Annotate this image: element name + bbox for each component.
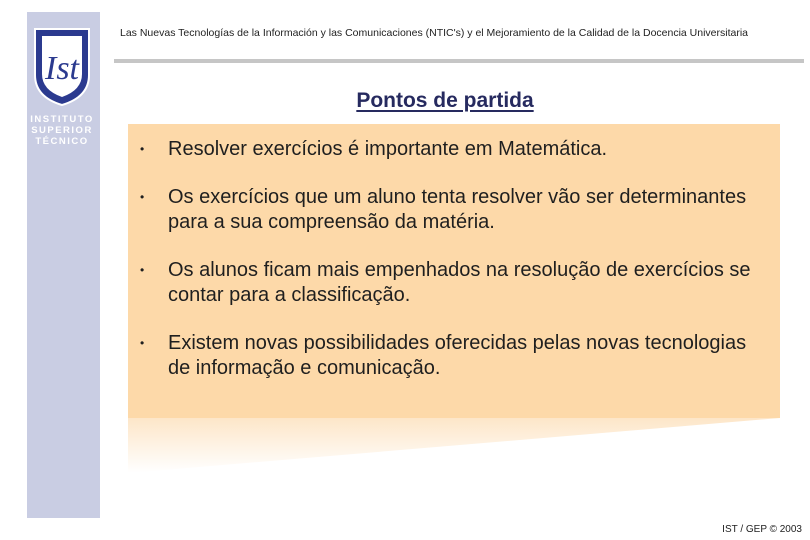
- slide-title: [300, 89, 590, 113]
- bullet-item: [140, 258, 760, 308]
- bullet-text: Os exercícios que um aluno tenta resolver vão ser determinantes para a sua compreensão da matéria.: [168, 186, 747, 233]
- logo-line: SUPERIOR: [31, 125, 93, 136]
- ist-logo-icon: [33, 27, 91, 107]
- logo-text: [22, 114, 102, 147]
- content-box-fade: [128, 418, 780, 473]
- logo-line: TÉCNICO: [35, 136, 89, 147]
- header-text: Las Nuevas Tecnologías de la Información y las Comunicaciones (NTIC's) y el Mejoramiento de la Calidad de la Docencia Universitaria: [120, 27, 749, 39]
- logo-mark: Ist: [45, 50, 79, 87]
- footer-copyright: IST / GEP © 2003: [722, 524, 802, 535]
- bullet-icon: •: [140, 336, 145, 350]
- bullet-icon: •: [140, 142, 145, 156]
- bullet-item: [140, 185, 760, 235]
- logo-line: INSTITUTO: [30, 114, 94, 125]
- bullet-list: [140, 137, 760, 404]
- slide-title-text: Pontos de partida: [356, 89, 534, 112]
- header-divider: [114, 59, 804, 63]
- bullet-icon: •: [140, 263, 145, 277]
- bullet-item: [140, 331, 760, 381]
- bullet-text: Resolver exercícios é importante em Matemática.: [168, 138, 608, 160]
- bullet-icon: •: [140, 190, 145, 204]
- bullet-text: Existem novas possibilidades oferecidas pelas novas tecnologias de informação e comunicação.: [168, 332, 747, 379]
- bullet-item: [140, 137, 760, 162]
- bullet-text: Os alunos ficam mais empenhados na resolução de exercícios se contar para a classificação.: [168, 259, 751, 306]
